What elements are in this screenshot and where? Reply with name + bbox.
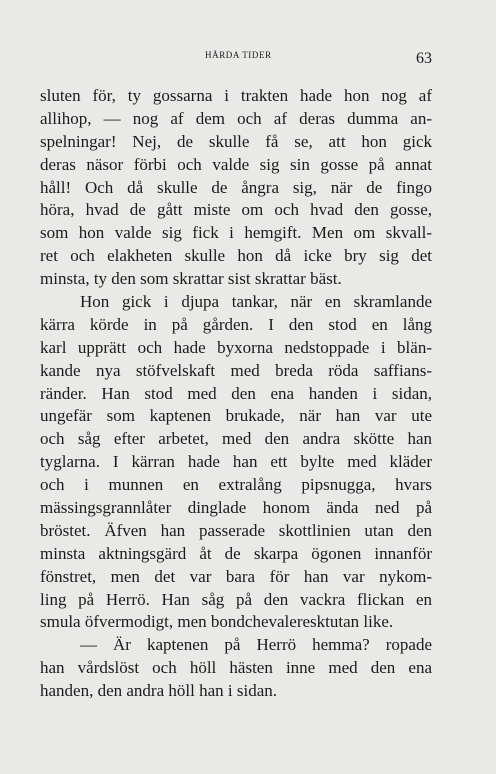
text-line: sluten för, ty gossarna i trakten hade hon nog af xyxy=(40,86,432,105)
text-line: och såg efter arbetet, med den andra skötte han xyxy=(40,429,432,449)
text-line: håll! Och då skulle de ångra sig, när de fingo xyxy=(40,177,432,197)
body-text xyxy=(40,85,432,703)
text-line: handen, den andra höll han i sidan. xyxy=(40,681,277,701)
text-line: ungefär som kaptenen brukade, när han var ute xyxy=(40,406,432,426)
text-line: karl upprätt och hade byxorna nedstoppade i blän- xyxy=(40,337,432,357)
text-line: höra, hvad de gått miste om och hvad den gosse, xyxy=(40,200,432,220)
text-line: han vårdslöst och höll hästen inne med den ena xyxy=(40,658,432,678)
text-line: spelningar! Nej, de skulle få se, att hon gick xyxy=(40,131,432,151)
text-line: minsta aktningsgärd åt de skarpa ögonen innanför xyxy=(40,543,432,563)
text-line: bröstet. Äfven han passerade skottlinien utan den xyxy=(40,520,432,540)
text-line: allihop, — nog af dem och af deras dumma an- xyxy=(40,108,432,128)
text-line: ret och elakheten skulle hon då icke bry sig det xyxy=(40,246,432,266)
page-number: 63 xyxy=(416,50,432,67)
text-line: Hon gick i djupa tankar, när en skramlande xyxy=(80,292,432,312)
text-line: minsta, ty den som skrattar sist skrattar bäst. xyxy=(40,269,342,289)
text-line: smula öfvermodigt, men bondchevaleresktutan like. xyxy=(40,612,394,632)
text-line: fönstret, men det var bara för han var nykom- xyxy=(40,566,432,586)
text-line: ränder. Han stod med den ena handen i sidan, xyxy=(40,383,432,403)
text-line: kande nya stöfvelskaft med breda röda saffians- xyxy=(40,360,432,380)
text-line: deras näsor förbi och valde sig sin gosse på annat xyxy=(40,154,432,174)
running-head: HÅRDA TIDER xyxy=(205,50,272,60)
text-line: tyglarna. I kärran hade han ett bylte med kläder xyxy=(40,452,432,472)
text-line: — Är kaptenen på Herrö hemma? ropade xyxy=(80,635,432,655)
text-line: ling på Herrö. Han såg på den vackra flickan en xyxy=(40,589,432,609)
text-line: mässingsgrannlåter dinglade honom ända ned på xyxy=(40,498,432,518)
text-line: och i munnen en extralång pipsnugga, hvars xyxy=(40,475,432,495)
text-line: som hon valde sig fick i hemgift. Men om skvall- xyxy=(40,223,432,243)
text-line: kärra körde in på gården. I den stod en lång xyxy=(40,314,432,334)
